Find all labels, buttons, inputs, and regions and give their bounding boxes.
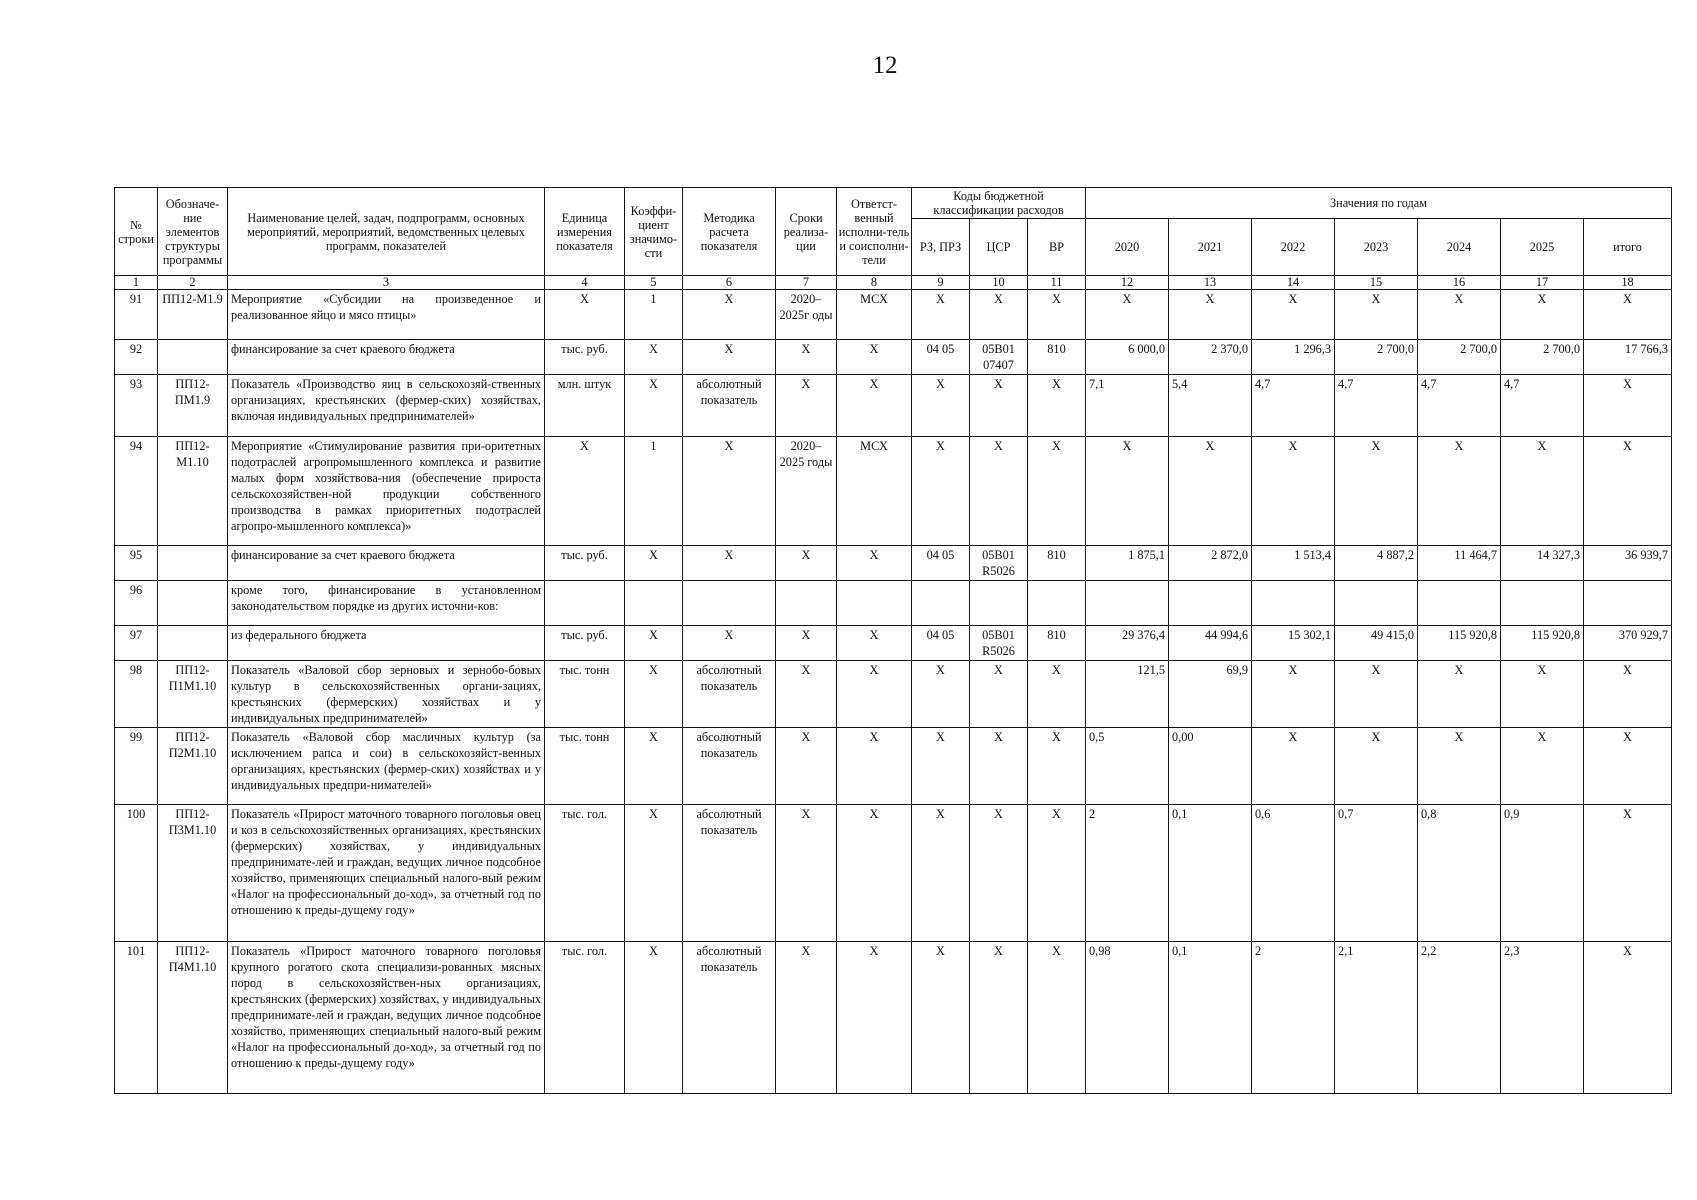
- table-header: [115, 188, 1672, 290]
- table-row: [115, 290, 1672, 340]
- code-rz-cell: X: [912, 728, 970, 805]
- year-value-cell: 2 700,0: [1501, 340, 1584, 375]
- header-budget-codes: Коды бюджетной классификации расходов: [912, 188, 1086, 219]
- table-row: [115, 942, 1672, 1094]
- header-code-csr: ЦСР: [970, 219, 1028, 276]
- year-value-cell: 29 376,4: [1086, 626, 1169, 661]
- unit-cell: тыс. руб.: [545, 340, 625, 375]
- year-value-cell: 115 920,8: [1501, 626, 1584, 661]
- responsible-cell: X: [837, 805, 912, 942]
- coefficient-cell: X: [625, 728, 683, 805]
- year-value-cell: 0,6: [1252, 805, 1335, 942]
- year-value-cell: 6 000,0: [1086, 340, 1169, 375]
- year-value-cell: X: [1501, 437, 1584, 546]
- year-value-cell: X: [1501, 728, 1584, 805]
- year-value-cell: 0,8: [1418, 805, 1501, 942]
- method-cell: абсолютный показатель: [683, 728, 776, 805]
- year-value-cell: [1335, 581, 1418, 626]
- header-year: 2025: [1501, 219, 1584, 276]
- header-values-by-year: Значения по годам: [1086, 188, 1672, 219]
- table-body: [115, 290, 1672, 1094]
- year-value-cell: 0,1: [1169, 942, 1252, 1094]
- coefficient-cell: X: [625, 805, 683, 942]
- year-value-cell: 0,98: [1086, 942, 1169, 1094]
- total-value-cell: X: [1584, 805, 1672, 942]
- table-row: [115, 661, 1672, 728]
- code-vr-cell: X: [1028, 661, 1086, 728]
- method-cell: [683, 581, 776, 626]
- header-year: 2024: [1418, 219, 1501, 276]
- responsible-cell: [837, 581, 912, 626]
- term-cell: X: [776, 626, 837, 661]
- name-cell: финансирование за счет краевого бюджета: [228, 546, 545, 581]
- structure-code-cell: [158, 340, 228, 375]
- unit-cell: млн. штук: [545, 375, 625, 437]
- year-value-cell: 4 887,2: [1335, 546, 1418, 581]
- year-value-cell: 2 872,0: [1169, 546, 1252, 581]
- table-row: [115, 805, 1672, 942]
- code-rz-cell: 04 05: [912, 626, 970, 661]
- year-value-cell: X: [1252, 728, 1335, 805]
- year-value-cell: X: [1335, 290, 1418, 340]
- unit-cell: тыс. гол.: [545, 805, 625, 942]
- year-value-cell: X: [1501, 290, 1584, 340]
- year-value-cell: 1 875,1: [1086, 546, 1169, 581]
- row-number-cell: 100: [115, 805, 158, 942]
- column-number: 12: [1086, 276, 1169, 290]
- name-cell: Показатель «Прирост маточного товарного поголовья овец и коз в сельскохозяйственных организациях, крестьянских (фермерских) хозяйствах, у индивидуальных предпринимате-лей и граждан, ведущих личное подсобное хозяйство, применяющих специальный налого-вый режим «Налог на профессиональный до-ход», за отчетный год по отношению к преды-дущему году»: [228, 805, 545, 942]
- code-vr-cell: X: [1028, 375, 1086, 437]
- column-number: 1: [115, 276, 158, 290]
- year-value-cell: X: [1335, 728, 1418, 805]
- unit-cell: [545, 581, 625, 626]
- code-rz-cell: 04 05: [912, 546, 970, 581]
- unit-cell: тыс. тонн: [545, 661, 625, 728]
- year-value-cell: 115 920,8: [1418, 626, 1501, 661]
- code-rz-cell: [912, 581, 970, 626]
- year-value-cell: 49 415,0: [1335, 626, 1418, 661]
- year-value-cell: 11 464,7: [1418, 546, 1501, 581]
- table-row: [115, 340, 1672, 375]
- responsible-cell: X: [837, 375, 912, 437]
- column-number: 15: [1335, 276, 1418, 290]
- row-number-cell: 92: [115, 340, 158, 375]
- year-value-cell: 0,5: [1086, 728, 1169, 805]
- year-value-cell: 1 296,3: [1252, 340, 1335, 375]
- year-value-cell: 2,3: [1501, 942, 1584, 1094]
- structure-code-cell: [158, 581, 228, 626]
- header-code-rz: РЗ, ПРЗ: [912, 219, 970, 276]
- name-cell: Показатель «Валовой сбор зерновых и зернобо-бовых культур в сельскохозяйственных органи-зациях, крестьянских (фермерских) хозяйствах и у индивидуальных предпринимателей»: [228, 661, 545, 728]
- name-cell: Мероприятие «Стимулирование развития при-оритетных подотраслей агропромышленного комплекса и развитие малых форм хозяйствова-ния (обеспечение прироста сельскохозяйствен-ной продукции собственного производства в рамках приоритетных подотраслей агропро-мышленного комплекса)»: [228, 437, 545, 546]
- total-value-cell: [1584, 581, 1672, 626]
- term-cell: X: [776, 942, 837, 1094]
- year-value-cell: 0,7: [1335, 805, 1418, 942]
- method-cell: абсолютный показатель: [683, 661, 776, 728]
- term-cell: X: [776, 661, 837, 728]
- header-coefficient: Коэффи-циент значимо-сти: [625, 188, 683, 276]
- header-method: Методика расчета показателя: [683, 188, 776, 276]
- structure-code-cell: [158, 626, 228, 661]
- table-row: [115, 728, 1672, 805]
- method-cell: абсолютный показатель: [683, 942, 776, 1094]
- column-number: 14: [1252, 276, 1335, 290]
- code-rz-cell: X: [912, 661, 970, 728]
- responsible-cell: МСХ: [837, 437, 912, 546]
- year-value-cell: X: [1418, 437, 1501, 546]
- term-cell: X: [776, 728, 837, 805]
- name-cell: Показатель «Валовой сбор масличных культур (за исключением рапса и сои) в сельскохозяйст-венных организациях, крестьянских (фермер-ских) хозяйствах и у индивидуальных предпри-нимателей»: [228, 728, 545, 805]
- year-value-cell: [1169, 581, 1252, 626]
- method-cell: X: [683, 290, 776, 340]
- header-year: 2023: [1335, 219, 1418, 276]
- method-cell: абсолютный показатель: [683, 805, 776, 942]
- year-value-cell: 2: [1252, 942, 1335, 1094]
- column-number: 18: [1584, 276, 1672, 290]
- code-csr-cell: 05В01 R5026: [970, 626, 1028, 661]
- year-value-cell: 4,7: [1418, 375, 1501, 437]
- column-number: 9: [912, 276, 970, 290]
- code-vr-cell: X: [1028, 290, 1086, 340]
- table-row: [115, 437, 1672, 546]
- year-value-cell: 44 994,6: [1169, 626, 1252, 661]
- year-value-cell: X: [1252, 661, 1335, 728]
- unit-cell: тыс. руб.: [545, 626, 625, 661]
- column-number: 6: [683, 276, 776, 290]
- code-vr-cell: [1028, 581, 1086, 626]
- name-cell: финансирование за счет краевого бюджета: [228, 340, 545, 375]
- year-value-cell: X: [1501, 661, 1584, 728]
- year-value-cell: X: [1252, 437, 1335, 546]
- method-cell: X: [683, 626, 776, 661]
- program-indicators-table: [114, 187, 1672, 1094]
- total-value-cell: 36 939,7: [1584, 546, 1672, 581]
- name-cell: Показатель «Прирост маточного товарного поголовья крупного рогатого скота специализи-рованных мясных пород в сельскохозяйствен-ных организациях, крестьянских (фермерских) хозяйствах, у индивидуальных предпринимате-лей и граждан, ведущих личное подсобное хозяйство, применяющих специальный налого-вый режим «Налог на профессиональный до-ход», за отчетный год по отношению к преды-дущему году»: [228, 942, 545, 1094]
- column-number: 11: [1028, 276, 1086, 290]
- term-cell: X: [776, 375, 837, 437]
- structure-code-cell: ПП12-П3М1.10: [158, 805, 228, 942]
- unit-cell: тыс. гол.: [545, 942, 625, 1094]
- structure-code-cell: [158, 546, 228, 581]
- year-value-cell: 2,2: [1418, 942, 1501, 1094]
- code-csr-cell: X: [970, 437, 1028, 546]
- responsible-cell: X: [837, 728, 912, 805]
- method-cell: X: [683, 340, 776, 375]
- table-row: [115, 546, 1672, 581]
- unit-cell: X: [545, 290, 625, 340]
- term-cell: 2020–2025г оды: [776, 290, 837, 340]
- responsible-cell: X: [837, 942, 912, 1094]
- year-value-cell: 69,9: [1169, 661, 1252, 728]
- code-csr-cell: X: [970, 375, 1028, 437]
- responsible-cell: X: [837, 546, 912, 581]
- row-number-cell: 95: [115, 546, 158, 581]
- year-value-cell: X: [1335, 661, 1418, 728]
- header-unit: Единица измерения показателя: [545, 188, 625, 276]
- year-value-cell: X: [1252, 290, 1335, 340]
- column-number: 10: [970, 276, 1028, 290]
- year-value-cell: X: [1335, 437, 1418, 546]
- year-value-cell: X: [1169, 290, 1252, 340]
- code-csr-cell: X: [970, 942, 1028, 1094]
- header-code-vr: ВР: [1028, 219, 1086, 276]
- structure-code-cell: ПП12-ПМ1.9: [158, 375, 228, 437]
- total-value-cell: 370 929,7: [1584, 626, 1672, 661]
- row-number-cell: 99: [115, 728, 158, 805]
- year-value-cell: X: [1418, 290, 1501, 340]
- row-number-cell: 91: [115, 290, 158, 340]
- total-value-cell: X: [1584, 375, 1672, 437]
- code-csr-cell: X: [970, 661, 1028, 728]
- header-year: 2020: [1086, 219, 1169, 276]
- header-term: Сроки реализа-ции: [776, 188, 837, 276]
- responsible-cell: X: [837, 340, 912, 375]
- row-number-cell: 97: [115, 626, 158, 661]
- year-value-cell: X: [1169, 437, 1252, 546]
- year-value-cell: [1086, 581, 1169, 626]
- code-rz-cell: X: [912, 805, 970, 942]
- unit-cell: тыс. тонн: [545, 728, 625, 805]
- column-number: 5: [625, 276, 683, 290]
- column-number: 16: [1418, 276, 1501, 290]
- header-year: 2021: [1169, 219, 1252, 276]
- code-csr-cell: X: [970, 290, 1028, 340]
- year-value-cell: 5,4: [1169, 375, 1252, 437]
- column-number: 7: [776, 276, 837, 290]
- year-value-cell: X: [1086, 437, 1169, 546]
- column-number: 3: [228, 276, 545, 290]
- year-value-cell: 14 327,3: [1501, 546, 1584, 581]
- row-number-cell: 93: [115, 375, 158, 437]
- code-csr-cell: [970, 581, 1028, 626]
- total-value-cell: X: [1584, 437, 1672, 546]
- responsible-cell: МСХ: [837, 290, 912, 340]
- year-value-cell: 15 302,1: [1252, 626, 1335, 661]
- code-rz-cell: X: [912, 942, 970, 1094]
- term-cell: [776, 581, 837, 626]
- coefficient-cell: X: [625, 546, 683, 581]
- code-csr-cell: 05В01 07407: [970, 340, 1028, 375]
- year-value-cell: [1418, 581, 1501, 626]
- column-number: 4: [545, 276, 625, 290]
- year-value-cell: 0,1: [1169, 805, 1252, 942]
- code-vr-cell: X: [1028, 942, 1086, 1094]
- year-value-cell: 2 700,0: [1418, 340, 1501, 375]
- method-cell: абсолютный показатель: [683, 375, 776, 437]
- method-cell: X: [683, 437, 776, 546]
- code-rz-cell: X: [912, 375, 970, 437]
- column-number: 8: [837, 276, 912, 290]
- header-name: Наименование целей, задач, подпрограмм, основных мероприятий, мероприятий, ведомственных целевых программ, показателей: [228, 188, 545, 276]
- year-value-cell: 1 513,4: [1252, 546, 1335, 581]
- row-number-cell: 94: [115, 437, 158, 546]
- coefficient-cell: [625, 581, 683, 626]
- year-value-cell: X: [1418, 728, 1501, 805]
- year-value-cell: 121,5: [1086, 661, 1169, 728]
- structure-code-cell: ПП12-М1.9: [158, 290, 228, 340]
- coefficient-cell: X: [625, 375, 683, 437]
- code-vr-cell: X: [1028, 805, 1086, 942]
- year-value-cell: 0,9: [1501, 805, 1584, 942]
- code-vr-cell: 810: [1028, 626, 1086, 661]
- term-cell: X: [776, 805, 837, 942]
- total-value-cell: X: [1584, 728, 1672, 805]
- code-csr-cell: X: [970, 805, 1028, 942]
- code-rz-cell: 04 05: [912, 340, 970, 375]
- year-value-cell: [1501, 581, 1584, 626]
- year-value-cell: 2 370,0: [1169, 340, 1252, 375]
- coefficient-cell: 1: [625, 290, 683, 340]
- name-cell: из федерального бюджета: [228, 626, 545, 661]
- year-value-cell: 7,1: [1086, 375, 1169, 437]
- year-value-cell: [1252, 581, 1335, 626]
- total-value-cell: 17 766,3: [1584, 340, 1672, 375]
- table-row: [115, 375, 1672, 437]
- header-responsible: Ответст-венный исполни-тель и соисполни-тели: [837, 188, 912, 276]
- row-number-cell: 98: [115, 661, 158, 728]
- name-cell: Показатель «Производство яиц в сельскохозяй-ственных организациях, крестьянских (фермер-ских) хозяйствах, включая индивидуальных предпринимателей»: [228, 375, 545, 437]
- coefficient-cell: X: [625, 340, 683, 375]
- code-vr-cell: X: [1028, 728, 1086, 805]
- code-vr-cell: 810: [1028, 546, 1086, 581]
- row-number-cell: 96: [115, 581, 158, 626]
- code-vr-cell: 810: [1028, 340, 1086, 375]
- column-numbers-row: [115, 276, 1672, 290]
- coefficient-cell: 1: [625, 437, 683, 546]
- structure-code-cell: ПП12-П2М1.10: [158, 728, 228, 805]
- year-value-cell: 2 700,0: [1335, 340, 1418, 375]
- header-year: 2022: [1252, 219, 1335, 276]
- column-number: 17: [1501, 276, 1584, 290]
- year-value-cell: X: [1086, 290, 1169, 340]
- name-cell: Мероприятие «Субсидии на произведенное и реализованное яйцо и мясо птицы»: [228, 290, 545, 340]
- total-value-cell: X: [1584, 290, 1672, 340]
- header-structure-code: Обозначе-ние элементов структуры программы: [158, 188, 228, 276]
- column-number: 2: [158, 276, 228, 290]
- term-cell: X: [776, 546, 837, 581]
- table-row: [115, 626, 1672, 661]
- structure-code-cell: ПП12-М1.10: [158, 437, 228, 546]
- responsible-cell: X: [837, 661, 912, 728]
- structure-code-cell: ПП12-П1М1.10: [158, 661, 228, 728]
- coefficient-cell: X: [625, 942, 683, 1094]
- name-cell: кроме того, финансирование в установленном законодательством порядке из других источни-ков:: [228, 581, 545, 626]
- unit-cell: тыс. руб.: [545, 546, 625, 581]
- responsible-cell: X: [837, 626, 912, 661]
- year-value-cell: 4,7: [1252, 375, 1335, 437]
- coefficient-cell: X: [625, 626, 683, 661]
- total-value-cell: X: [1584, 942, 1672, 1094]
- year-value-cell: 0,00: [1169, 728, 1252, 805]
- method-cell: X: [683, 546, 776, 581]
- code-csr-cell: X: [970, 728, 1028, 805]
- code-csr-cell: 05В01 R5026: [970, 546, 1028, 581]
- structure-code-cell: ПП12-П4М1.10: [158, 942, 228, 1094]
- column-number: 13: [1169, 276, 1252, 290]
- year-value-cell: X: [1418, 661, 1501, 728]
- table-row: [115, 581, 1672, 626]
- year-value-cell: 4,7: [1335, 375, 1418, 437]
- page-number: 12: [872, 52, 898, 79]
- total-value-cell: X: [1584, 661, 1672, 728]
- code-vr-cell: X: [1028, 437, 1086, 546]
- row-number-cell: 101: [115, 942, 158, 1094]
- header-total: итого: [1584, 219, 1672, 276]
- coefficient-cell: X: [625, 661, 683, 728]
- header-row-number: № строки: [115, 188, 158, 276]
- code-rz-cell: X: [912, 290, 970, 340]
- year-value-cell: 2,1: [1335, 942, 1418, 1094]
- year-value-cell: 4,7: [1501, 375, 1584, 437]
- unit-cell: X: [545, 437, 625, 546]
- term-cell: 2020–2025 годы: [776, 437, 837, 546]
- term-cell: X: [776, 340, 837, 375]
- code-rz-cell: X: [912, 437, 970, 546]
- year-value-cell: 2: [1086, 805, 1169, 942]
